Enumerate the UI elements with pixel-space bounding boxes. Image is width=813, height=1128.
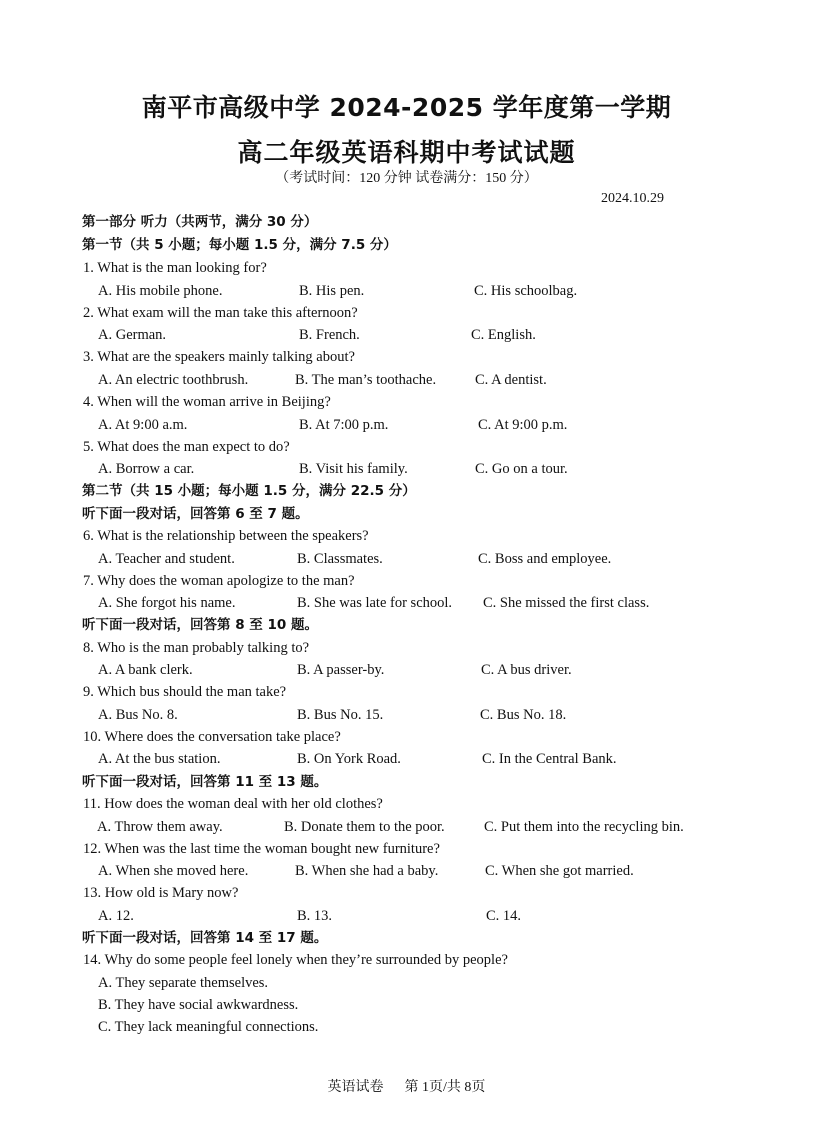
q1-option-a: A. His mobile phone. [98, 283, 223, 299]
q10-option-b: B. On York Road. [297, 751, 401, 767]
question-4: 4. When will the woman arrive in Beijing? [83, 394, 331, 410]
q5-option-c: C. Go on a tour. [475, 461, 568, 477]
question-1: 1. What is the man looking for? [83, 260, 267, 276]
q14-option-b: B. They have social awkwardness. [98, 997, 299, 1013]
instruction-6-7: 听下面一段对话，回答第 6 至 7 题。 [82, 506, 309, 522]
q6-option-b: B. Classmates. [297, 551, 383, 567]
q14-option-a: A. They separate themselves. [98, 975, 269, 991]
q5-option-b: B. Visit his family. [299, 461, 408, 477]
exam-subtitle: （考试时间：120 分钟 试卷满分：150 分） [275, 171, 538, 186]
question-14: 14. Why do some people feel lonely when they’re surrounded by people? [83, 952, 508, 968]
q4-option-c: C. At 9:00 p.m. [478, 417, 568, 433]
q7-option-c: C. She missed the first class. [483, 595, 650, 611]
exam-date: 2024.10.29 [601, 191, 664, 206]
instruction-14-17: 听下面一段对话，回答第 14 至 17 题。 [82, 930, 328, 946]
q10-option-a: A. At the bus station. [98, 751, 221, 767]
q1-option-c: C. His schoolbag. [474, 283, 578, 299]
instruction-11-13: 听下面一段对话，回答第 11 至 13 题。 [82, 774, 328, 790]
q3-option-a: A. An electric toothbrush. [98, 372, 249, 388]
question-13: 13. How old is Mary now? [83, 885, 239, 901]
q13-option-b: B. 13. [297, 908, 333, 924]
q12-option-c: C. When she got married. [485, 863, 634, 879]
question-7: 7. Why does the woman apologize to the man? [83, 573, 355, 589]
q5-option-a: A. Borrow a car. [98, 461, 195, 477]
q12-option-a: A. When she moved here. [98, 863, 249, 879]
question-9: 9. Which bus should the man take? [83, 684, 287, 700]
q4-option-a: A. At 9:00 a.m. [98, 417, 188, 433]
q14-option-c: C. They lack meaningful connections. [98, 1019, 319, 1035]
page-footer: 英语试卷 第 1页/共 8页 [327, 1080, 486, 1095]
q8-option-b: B. A passer-by. [297, 662, 385, 678]
q13-option-a: A. 12. [98, 908, 134, 924]
question-12: 12. When was the last time the woman bought new furniture? [83, 841, 440, 857]
question-8: 8. Who is the man probably talking to? [83, 640, 310, 656]
q9-option-a: A. Bus No. 8. [98, 707, 178, 723]
q6-option-c: C. Boss and employee. [478, 551, 612, 567]
q11-option-b: B. Donate them to the poor. [284, 819, 445, 835]
q4-option-b: B. At 7:00 p.m. [299, 417, 389, 433]
q7-option-b: B. She was late for school. [297, 595, 453, 611]
question-3: 3. What are the speakers mainly talking about? [83, 349, 355, 365]
q13-option-c: C. 14. [486, 908, 522, 924]
part-title: 第一部分 听力（共两节，满分 30 分） [82, 214, 318, 230]
q2-option-c: C. English. [471, 327, 536, 343]
q9-option-c: C. Bus No. 18. [480, 707, 567, 723]
q8-option-a: A. A bank clerk. [98, 662, 193, 678]
exam-title-line2: 高二年级英语科期中考试试题 [237, 138, 576, 167]
question-11: 11. How does the woman deal with her old clothes? [83, 796, 383, 812]
q6-option-a: A. Teacher and student. [98, 551, 235, 567]
instruction-8-10: 听下面一段对话，回答第 8 至 10 题。 [82, 617, 318, 633]
q12-option-b: B. When she had a baby. [295, 863, 439, 879]
section1-title: 第一节（共 5 小题；每小题 1.5 分，满分 7.5 分） [82, 237, 397, 253]
q2-option-a: A. German. [98, 327, 167, 343]
q10-option-c: C. In the Central Bank. [482, 751, 617, 767]
q3-option-c: C. A dentist. [475, 372, 547, 388]
q9-option-b: B. Bus No. 15. [297, 707, 384, 723]
question-2: 2. What exam will the man take this afternoon? [83, 305, 358, 321]
q1-option-b: B. His pen. [299, 283, 365, 299]
question-10: 10. Where does the conversation take place? [83, 729, 341, 745]
q7-option-a: A. She forgot his name. [98, 595, 236, 611]
q11-option-a: A. Throw them away. [97, 819, 223, 835]
section2-title: 第二节（共 15 小题；每小题 1.5 分，满分 22.5 分） [82, 483, 416, 499]
q11-option-c: C. Put them into the recycling bin. [484, 819, 684, 835]
q3-option-b: B. The man’s toothache. [295, 372, 437, 388]
question-6: 6. What is the relationship between the speakers? [83, 528, 369, 544]
exam-title-line1: 南平市高级中学 2024-2025 学年度第一学期 [141, 93, 672, 122]
q8-option-c: C. A bus driver. [481, 662, 572, 678]
q2-option-b: B. French. [299, 327, 360, 343]
question-5: 5. What does the man expect to do? [83, 439, 290, 455]
